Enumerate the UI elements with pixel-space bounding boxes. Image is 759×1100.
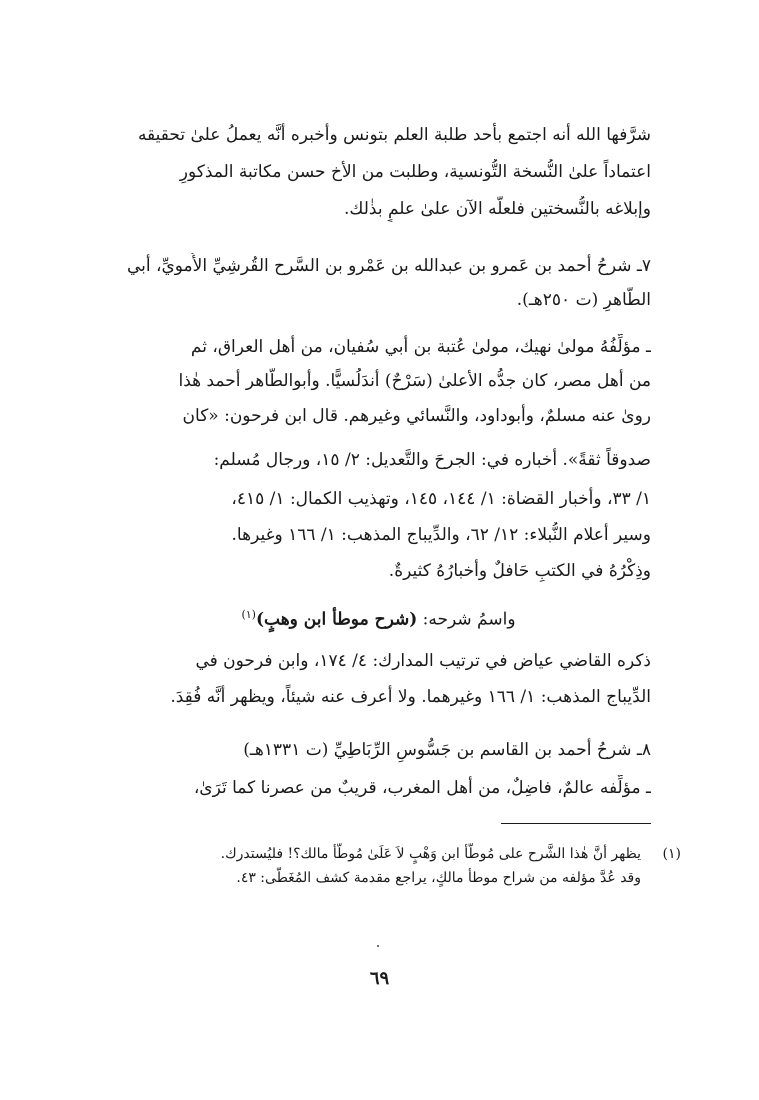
entry7-body-line-3: رویٰ عنه مسلمٌ، وأبوداود، والنَّسائي وغيرهم. قال ابن فرحون: «كان [182, 406, 651, 426]
entry7-body-line-4: صدوقاً ثقةً». أخباره في: الجرحَ والتَّعديل: ٢/ ١٥، ورجال مُسلم: [213, 450, 651, 470]
footnote-number: (١) [662, 846, 681, 862]
entry7-body-line-7: وذِكْرُهُ في الكتبِ حَافلٌ وأخبارُهُ كثيرةٌ. [388, 561, 651, 581]
commentary-name: (شرح موطأ ابن وهبٍ) [255, 609, 418, 630]
entry7-body-line-1: ـ مؤلِّفُهُ مولىٰ نهيك، مولىٰ عُتبة بن أبي سُفيان، من أهل العراق، ثم [190, 337, 651, 357]
commentary-name-prefix: واسمُ شرحه: [417, 609, 516, 630]
footnote-separator [501, 823, 651, 824]
entry7-heading-line-2: الطَّاهرِ (ت ٢٥٠هـ). [516, 290, 651, 310]
entry8-body-line-1: ـ مؤلِّفه عالمٌ، فاضِلٌ، من أهل المغرب، قريبٌ من عصرنا كما تَرَىٰ، [193, 778, 651, 798]
intro-line-1: شرَّفها الله أنه اجتمع بأحد طلبة العلم بتونس وأخبره أنَّه يعملُ علىٰ تحقيقه [137, 125, 651, 145]
intro-line-2: اعتماداً علىٰ النُّسخة التُّونسية، وطلبت من الأخ حسن مكاتبة المذكورِ [179, 162, 651, 182]
footnote-line-2: وقد عُدَّ مؤلفه من شراح موطأ مالكٍ، يراجع مقدمة كشف المُغَطَّى: ٤٣. [236, 870, 641, 886]
commentary-name-line [106, 602, 651, 633]
decorative-dot [377, 945, 379, 947]
entry7-after-line-2: الدِّيباج المذهب: ١/ ١٦٦ وغيرهما. ولا أعرف عنه شيئاً، ويظهر أنَّه فُقِدَ. [170, 687, 651, 707]
entry7-body-line-5: ١/ ٣٣، وأخبار القضاة: ١/ ١٤٤، ١٤٥، وتهذيب الكمال: ١/ ٤١٥، [231, 489, 651, 509]
entry7-body-line-2: من أهل مصر، كان جدُّه الأعلىٰ (سَرْحٌ) أندَلُسيًّا. وأبوالطَّاهر أحمد هٰذا [178, 371, 651, 391]
footnote-line-1: يظهر أنَّ هٰذا الشَّرح على مُوطَّأ ابن وَهْبٍ لاَ عَلَىٰ مُوطَّأ مالك؟! فليُستدرك. [220, 846, 641, 862]
footnote-reference[interactable]: (١) [241, 608, 256, 621]
entry7-after-line-1: ذكره القاضي عياض في ترتيب المدارك: ٤/ ١٧٤، وابن فرحون في [195, 651, 651, 671]
page-number: ٦٩ [369, 968, 390, 989]
intro-line-3: وإبلاغه بالنُّسختين فلعلَّه الآن علىٰ علمٍ بذٰلك. [344, 199, 651, 219]
entry7-heading-line-1: ٧ـ شرحُ أحمد بن عَمرو بن عبدالله بن عَمْرو بن السَّرح القُرشِيِّ الأُمويِّ، أبي [126, 256, 651, 276]
entry8-heading: ٨ـ شرحُ أحمد بن القاسم بن جَسُّوسِ الرِّبَاطِيِّ (ت ١٣٣١هـ) [243, 740, 651, 760]
entry7-body-line-6: وسير أعلام النُّبلاء: ١٢/ ٦٢، والدِّيباج المذهب: ١/ ١٦٦ وغيرها. [231, 525, 651, 545]
